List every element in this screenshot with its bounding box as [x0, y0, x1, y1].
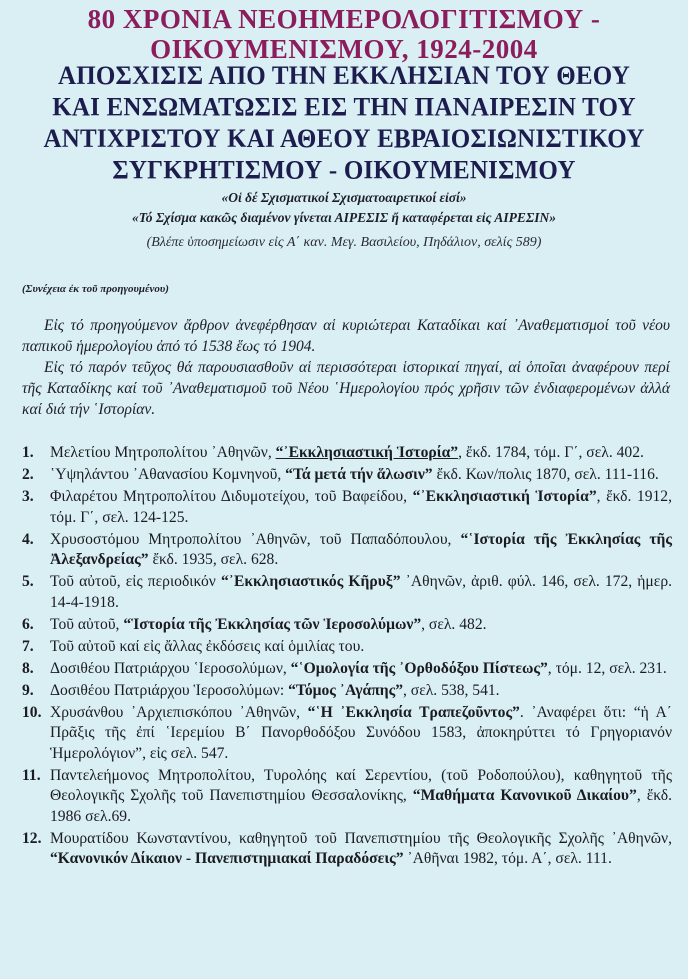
document-header	[0, 0, 688, 252]
intro-text	[22, 315, 670, 420]
reference-author: Τοῦ αὐτοῦ, εἰς περιοδικόν	[50, 573, 221, 590]
reference-number: 12.	[22, 829, 42, 847]
reference-title: “᾿Εκκλησιαστική Ἱστορία”	[412, 488, 597, 505]
reference-details: , ἔκδ. 1986 σελ.69.	[50, 787, 673, 825]
reference-number: 3.	[22, 488, 34, 505]
main-title-line-1: 80 ΧΡΟΝΙΑ ΝΕΟΗΜΕΡΟΛΟΓΙΤΙΣΜΟΥ -	[87, 4, 601, 34]
reference-text	[50, 615, 672, 636]
intro-paragraph-1: Εἰς τό προηγούμενον ἄρθρον ἀνεφέρθησαν αἱ κυριώτεραι Καταδίκαι καί ᾿Αναθεματισμοί τοῦ νέου παπικοῦ ἡμερολογίου ἀπό τό 1538 ἕως τό 1904.	[22, 317, 670, 355]
reference-number: 1.	[22, 444, 34, 461]
reference-text	[50, 681, 672, 702]
reference-item	[22, 530, 672, 571]
reference-number: 10.	[22, 703, 42, 721]
reference-author: Φιλαρέτου Μητροπολίτου Διδυμοτείχου, τοῦ Βαφείδου,	[50, 488, 413, 505]
reference-details: ἔκδ. 1935, σελ. 628.	[148, 551, 279, 568]
reference-author: Παντελεήμονος Μητροπολίτου, Τυρολόης καί Σερεντίου, (τοῦ Ροδοπούλου), καθηγητοῦ τῆς Θεολογικῆς Σχολῆς τοῦ Πανεπιστημίου Θεσσαλονίκης,	[50, 766, 672, 804]
subtitle-line-2: ΚΑΙ ΕΝΣΩΜΑΤΩΣΙΣ ΕΙΣ ΤΗΝ ΠΑΝΑΙΡΕΣΙΝ ΤΟΥ	[52, 93, 636, 122]
reference-number: 4.	[22, 530, 34, 548]
main-title	[0, 0, 688, 64]
reference-details: , σελ. 538, 541.	[403, 681, 500, 699]
reference-details: ᾿Αθῆναι 1982, τόμ. Α΄, σελ. 111.	[403, 850, 612, 867]
reference-item	[22, 829, 672, 870]
reference-number: 8.	[22, 659, 34, 677]
main-title-line-2: ΟΙΚΟΥΜΕΝΙΣΜΟΥ, 1924-2004	[150, 34, 538, 64]
reference-author: Τοῦ αὐτοῦ,	[50, 615, 124, 633]
reference-details: , ἔκδ. 1784, τόμ. Γ΄, σελ. 402.	[458, 444, 644, 461]
reference-item	[22, 766, 672, 828]
subtitle-line-1: ΑΠΟΣΧΙΣΙΣ ΑΠΟ ΤΗΝ ΕΚΚΛΗΣΙΑΝ ΤΟΥ ΘΕΟΥ	[58, 62, 630, 91]
reference-details: ἔκδ. Κων/πολις 1870, σελ. 111-116.	[432, 466, 659, 483]
reference-details: , σελ. 482.	[421, 615, 487, 633]
epigraph-reference: (Βλέπε ὑποσημείωσιν εἰς Α΄ καν. Μεγ. Βασιλείου, Πηδάλιον, σελίς 589)	[146, 235, 542, 250]
intro-paragraph-2: Εἰς τό παρόν τεῦχος θά παρουσιασθοῦν αἱ περισσότεραι ἱστορικαί πηγαί, αἱ ὁποῖαι ἀναφέρουν περί τῆς Καταδίκης καί τοῦ ᾿Αναθεματισμοῦ τοῦ Νέου ῾Ημερολογίου πρός χρῆσιν τῶν ἐνδιαφερομένων ἀλλά καί διά τήν ῾Ιστορίαν.	[22, 359, 670, 418]
reference-item	[22, 487, 672, 528]
reference-details: ᾿Αθηνῶν, ἀριθ. φύλ. 146, σελ. 172, ἡμερ. 14-4-1918.	[50, 573, 673, 611]
reference-number: 9.	[22, 681, 34, 699]
reference-author: Χρυσάνθου ᾿Αρχιεπισκόπου ᾿Αθηνῶν,	[50, 703, 308, 721]
subtitle	[0, 61, 688, 187]
reference-title: “᾿Εκκλησιαστικός Κῆρυξ”	[220, 573, 401, 590]
reference-details: , ἔκδ. 1912, τόμ. Γ΄, σελ. 124-125.	[50, 488, 673, 526]
reference-text	[50, 829, 672, 870]
reference-author: ῾Υψηλάντου ᾿Αθανασίου Κομνηνοῦ,	[50, 466, 286, 483]
reference-title: “᾿Εκκλησιαστική Ἱστορία”	[275, 444, 459, 461]
epigraph-line-1: «Οἱ δέ Σχισματικοί Σχισματοαιρετικοί εἰσί»	[221, 190, 467, 205]
subtitle-line-4: ΣΥΓΚΡΗΤΙΣΜΟΥ - ΟΙΚΟΥΜΕΝΙΣΜΟΥ	[112, 156, 576, 185]
reference-text	[50, 637, 672, 658]
reference-item	[22, 659, 672, 680]
reference-title: “Τά μετά τήν ἅλωσιν”	[285, 466, 433, 483]
epigraph-line-2: «Τό Σχίσμα κακῶς διαμένον γίνεται ΑΙΡΕΣΙΣ ἤ καταφέρεται εἰς ΑΙΡΕΣΙΝ»	[131, 210, 557, 225]
reference-item	[22, 443, 672, 464]
reference-title: “Μαθήματα Κανονικοῦ Δικαίου”	[412, 787, 637, 804]
reference-author: Δοσιθέου Πατριάρχου ῾Ιεροσολύμων,	[50, 659, 291, 677]
reference-title: “῾Η ᾿Εκκλησία Τραπεζοῦντος”	[307, 703, 520, 721]
reference-item	[22, 637, 672, 658]
reference-author: Δοσιθέου Πατριάρχου Ἱεροσολύμων:	[50, 681, 289, 699]
reference-text	[50, 572, 672, 613]
reference-author: Μελετίου Μητροπολίτου ᾿Αθηνῶν,	[50, 444, 276, 461]
reference-item	[22, 703, 672, 765]
reference-text	[50, 659, 672, 680]
reference-number: 11.	[22, 766, 41, 784]
subtitle-line-3: ΑΝΤΙΧΡΙΣΤΟΥ ΚΑΙ ΑΘΕΟΥ ΕΒΡΑΙΟΣΙΩΝΙΣΤΙΚΟΥ	[43, 125, 645, 154]
reference-title: “Τόμος ᾿Αγάπης”	[288, 681, 403, 699]
reference-details: . ᾿Αναφέρει ὅτι: “ἡ Α΄ Πρᾶξις τῆς ἐπί ῾Ιερεμίου Β΄ Πανορθοδόξου Συνόδου 1583, ἀποκηρύττει τό Γρηγοριανόν Ἡμερολόγιον”, εἰς σελ. 547.	[50, 703, 673, 762]
reference-number: 7.	[22, 637, 34, 655]
reference-title: “῾Ομολογία τῆς ᾿Ορθοδόξου Πίστεως”	[290, 659, 548, 677]
reference-text	[50, 766, 672, 828]
reference-text	[50, 443, 672, 464]
reference-author: Τοῦ αὐτοῦ καί εἰς ἄλλας ἐκδόσεις καί ὁμιλίας του.	[50, 637, 365, 655]
reference-text	[50, 530, 672, 571]
reference-author: Χρυσοστόμου Μητροπολίτου ᾿Αθηνῶν, τοῦ Παπαδόπουλου,	[50, 530, 461, 548]
reference-details: , τόμ. 12, σελ. 231.	[547, 659, 667, 677]
reference-title: “Κανονικόν Δίκαιον - Πανεπιστημιακαί Παραδόσεις”	[50, 850, 404, 867]
reference-number: 6.	[22, 615, 34, 633]
reference-title: “Ἱστορία τῆς Ἐκκλησίας τῶν Ἱεροσολύμων”	[123, 615, 422, 633]
reference-item	[22, 572, 672, 613]
reference-text	[50, 703, 672, 765]
reference-text	[50, 487, 672, 528]
reference-author: Μουρατίδου Κωνσταντίνου, καθηγητοῦ τοῦ Πανεπιστημίου τῆς Θεολογικῆς Σχολῆς ᾿Αθηνῶν,	[50, 829, 672, 847]
epigraph	[0, 188, 688, 228]
reference-item	[22, 681, 672, 702]
reference-title: “῾Ιστορία τῆς Ἐκκλησίας τῆς Ἀλεξανδρείας”	[50, 530, 672, 568]
reference-number: 5.	[22, 573, 34, 590]
reference-number: 2.	[22, 466, 34, 483]
reference-text	[50, 465, 672, 486]
reference-item	[22, 615, 672, 636]
continuation-note: (Συνέχεια ἐκ τοῦ προηγουμένου)	[22, 283, 169, 295]
reference-list	[22, 443, 672, 871]
reference-item	[22, 465, 672, 486]
